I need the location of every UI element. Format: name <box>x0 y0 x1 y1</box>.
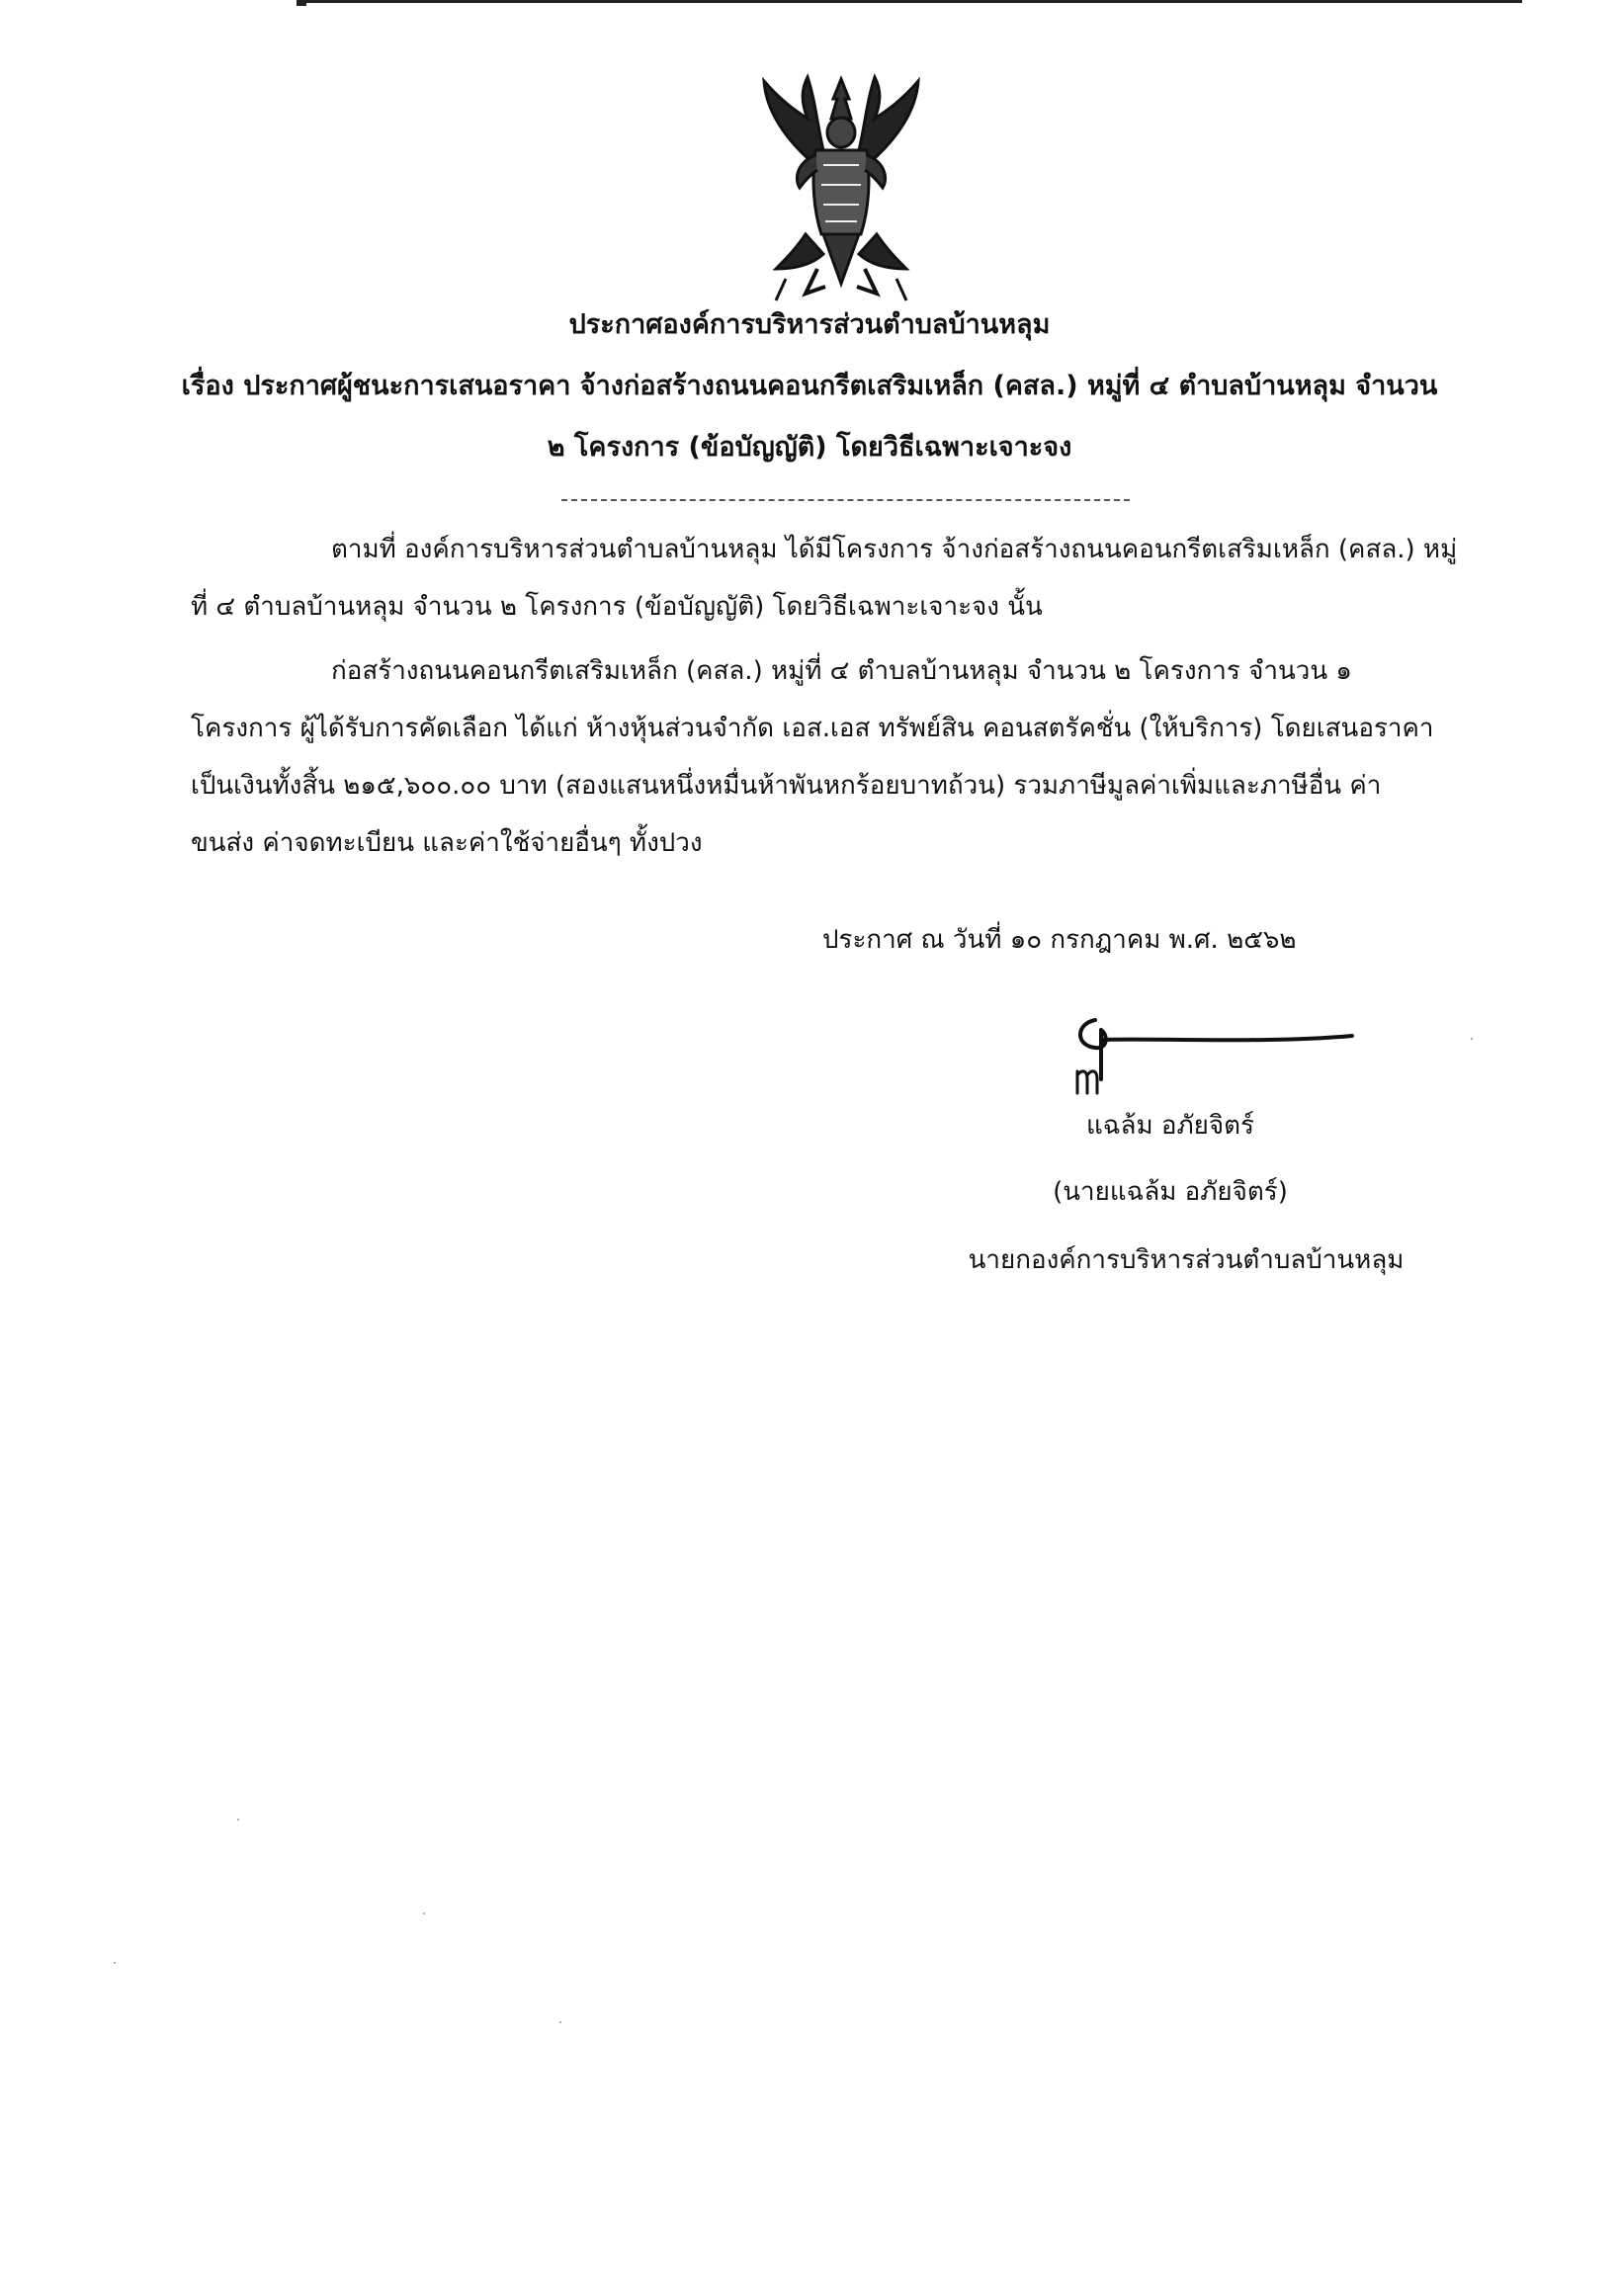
paragraph-line: ที่ ๔ ตำบลบ้านหลุม จำนวน ๒ โครงการ (ข้อบัญญัติ) โดยวิธีเฉพาะเจาะจง นั้น <box>191 592 1043 622</box>
handwritten-signature <box>1065 1010 1362 1099</box>
paragraph-line: โครงการ ผู้ได้รับการคัดเลือก ได้แก่ ห้างหุ้นส่วนจำกัด เอส.เอส ทรัพย์สิน คอนสตรัคชั่น (ให้บริการ) โดยเสนอราคา <box>191 714 1434 743</box>
paragraph-line: ตามที่ องค์การบริหารส่วนตำบลบ้านหลุม ได้มีโครงการ จ้างก่อสร้างถนนคอนกรีตเสริมเหล็ก (คสล.) หมู่ <box>331 535 1458 564</box>
subject-line: เรื่อง ประกาศผู้ชนะการเสนอราคา จ้างก่อสร้างถนนคอนกรีตเสริมเหล็ก (คสล.) หมู่ที่ ๔ ตำบลบ้านหลุม จำนวน <box>181 371 1438 401</box>
scan-speck <box>237 1819 239 1821</box>
paragraph-background <box>191 521 1476 636</box>
scan-top-edge-line <box>297 0 1522 3</box>
signer-full-name: (นายแฉล้ม อภัยจิตร์) <box>1053 1177 1288 1207</box>
garuda-emblem-icon <box>746 71 936 308</box>
announcement-subject <box>138 356 1481 478</box>
scan-speck <box>1471 1038 1473 1040</box>
paragraph-line: ก่อสร้างถนนคอนกรีตเสริมเหล็ก (คสล.) หมู่ที่ ๔ ตำบลบ้านหลุม จำนวน ๒ โครงการ จำนวน ๑ <box>331 656 1352 686</box>
paragraph-line: ขนส่ง ค่าจดทะเบียน และค่าใช้จ่ายอื่นๆ ทั้งปวง <box>191 828 703 858</box>
paragraph-winner <box>191 642 1476 872</box>
organization-title: ประกาศองค์การบริหารส่วนตำบลบ้านหลุม <box>568 309 1051 340</box>
scan-speck <box>114 1962 116 1964</box>
scan-speck <box>559 2021 561 2023</box>
paragraph-line: เป็นเงินทั้งสิ้น ๒๑๕,๖๐๐.๐๐ บาท (สองแสนหนึ่งหมื่นห้าพันหกร้อยบาทถ้วน) รวมภาษีมูลค่าเพิ่มและภาษีอื่น ค่า <box>191 771 1382 801</box>
scan-top-mark <box>297 0 306 6</box>
signer-name: แฉล้ม อภัยจิตร์ <box>1086 1111 1254 1141</box>
subject-line: ๒ โครงการ (ข้อบัญญัติ) โดยวิธีเฉพาะเจาะจง <box>547 432 1072 463</box>
scan-speck <box>423 1913 425 1914</box>
dashed-divider <box>561 499 1130 501</box>
announcement-date: ประกาศ ณ วันที่ ๑๐ กรกฎาคม พ.ศ. ๒๕๖๒ <box>822 925 1297 955</box>
signer-position: นายกองค์การบริหารส่วนตำบลบ้านหลุม <box>968 1245 1405 1275</box>
